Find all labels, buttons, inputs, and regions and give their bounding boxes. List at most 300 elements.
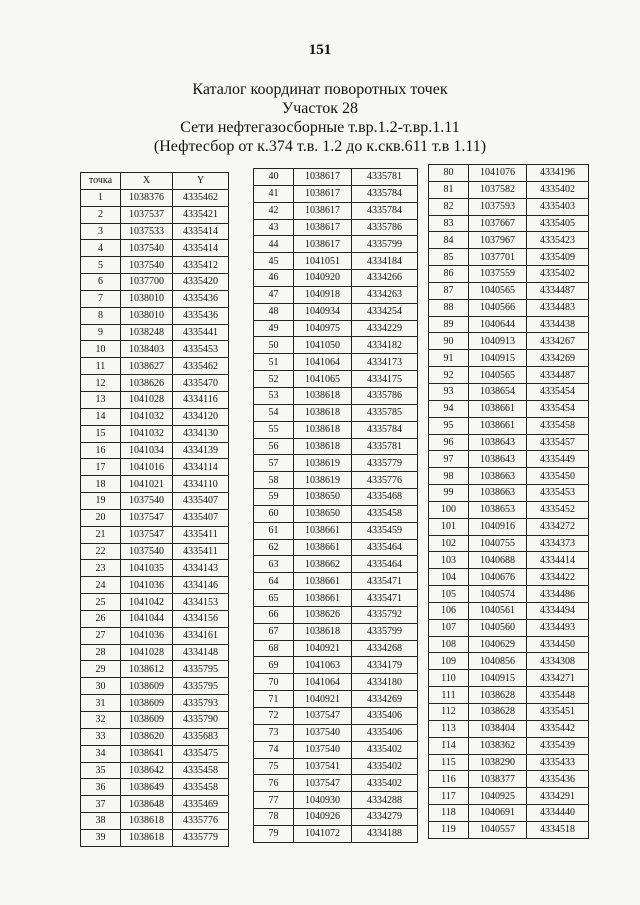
x-cell: 1038650	[294, 489, 352, 506]
point-cell: 119	[429, 821, 469, 838]
y-cell: 4335784	[352, 421, 418, 438]
y-cell: 4335683	[173, 728, 229, 745]
y-cell: 4334450	[527, 636, 589, 653]
y-cell: 4335449	[527, 451, 589, 468]
table-row	[254, 169, 418, 186]
point-cell: 15	[81, 425, 121, 442]
y-cell: 4335799	[352, 236, 418, 253]
x-cell: 1038619	[294, 455, 352, 472]
x-cell: 1037540	[294, 741, 352, 758]
x-cell: 1037540	[121, 543, 173, 560]
point-cell: 36	[81, 779, 121, 796]
point-cell: 107	[429, 619, 469, 636]
point-cell: 103	[429, 552, 469, 569]
y-cell: 4334440	[527, 805, 589, 822]
y-cell: 4334271	[527, 670, 589, 687]
y-cell: 4334153	[173, 594, 229, 611]
table-row	[81, 627, 229, 644]
table-row	[429, 670, 589, 687]
table-row	[254, 185, 418, 202]
y-cell: 4335402	[352, 741, 418, 758]
y-cell: 4334156	[173, 610, 229, 627]
y-cell: 4335411	[173, 526, 229, 543]
point-cell: 83	[429, 215, 469, 232]
x-cell: 1037547	[294, 708, 352, 725]
y-cell: 4334486	[527, 586, 589, 603]
x-cell: 1040920	[294, 270, 352, 287]
y-cell: 4335785	[352, 404, 418, 421]
x-cell: 1040691	[469, 805, 527, 822]
point-cell: 57	[254, 455, 294, 472]
x-cell: 1041032	[121, 425, 173, 442]
x-cell: 1040755	[469, 535, 527, 552]
table-row	[429, 737, 589, 754]
point-cell: 35	[81, 762, 121, 779]
y-cell: 4335784	[352, 202, 418, 219]
table-row	[254, 320, 418, 337]
point-cell: 55	[254, 421, 294, 438]
point-cell: 82	[429, 198, 469, 215]
table-row	[81, 290, 229, 307]
y-cell: 4335454	[527, 383, 589, 400]
y-cell: 4335458	[173, 779, 229, 796]
page-number: 151	[308, 42, 332, 58]
x-cell: 1040975	[294, 320, 352, 337]
y-cell: 4334179	[352, 657, 418, 674]
point-cell: 7	[81, 290, 121, 307]
table-row	[81, 813, 229, 830]
x-cell: 1038609	[121, 695, 173, 712]
table-row	[429, 367, 589, 384]
point-cell: 50	[254, 337, 294, 354]
point-cell: 110	[429, 670, 469, 687]
x-cell: 1038626	[121, 375, 173, 392]
point-cell: 118	[429, 805, 469, 822]
table-row	[81, 610, 229, 627]
y-cell: 4335464	[352, 556, 418, 573]
table-row	[254, 606, 418, 623]
table-row	[81, 728, 229, 745]
table-row	[254, 337, 418, 354]
point-cell: 69	[254, 657, 294, 674]
x-cell: 1040561	[469, 602, 527, 619]
table-row	[254, 674, 418, 691]
y-cell: 4334422	[527, 569, 589, 586]
y-cell: 4335450	[527, 468, 589, 485]
table-row	[429, 181, 589, 198]
y-cell: 4335412	[173, 257, 229, 274]
table-row	[254, 590, 418, 607]
y-cell: 4335786	[352, 219, 418, 236]
x-cell: 1040915	[469, 670, 527, 687]
table-row	[254, 522, 418, 539]
point-cell: 34	[81, 745, 121, 762]
point-cell: 95	[429, 417, 469, 434]
point-cell: 21	[81, 526, 121, 543]
y-cell: 4334308	[527, 653, 589, 670]
point-cell: 52	[254, 371, 294, 388]
x-cell: 1038620	[121, 728, 173, 745]
point-cell: 5	[81, 257, 121, 274]
table-row	[429, 501, 589, 518]
point-cell: 63	[254, 556, 294, 573]
point-cell: 104	[429, 569, 469, 586]
table-row	[254, 387, 418, 404]
y-cell: 4335423	[527, 232, 589, 249]
y-cell: 4334291	[527, 788, 589, 805]
y-cell: 4334184	[352, 253, 418, 270]
table-row	[429, 282, 589, 299]
x-cell: 1038662	[294, 556, 352, 573]
point-cell: 109	[429, 653, 469, 670]
y-cell: 4335776	[352, 472, 418, 489]
point-cell: 114	[429, 737, 469, 754]
point-cell: 106	[429, 602, 469, 619]
x-cell: 1040921	[294, 640, 352, 657]
x-cell: 1040629	[469, 636, 527, 653]
table-row	[429, 333, 589, 350]
table-row	[254, 421, 418, 438]
header-x: X	[121, 173, 173, 190]
x-cell: 1038617	[294, 169, 352, 186]
y-cell: 4335471	[352, 573, 418, 590]
x-cell: 1040925	[469, 788, 527, 805]
point-cell: 29	[81, 661, 121, 678]
table-row	[81, 779, 229, 796]
y-cell: 4334483	[527, 299, 589, 316]
point-cell: 73	[254, 724, 294, 741]
point-cell: 33	[81, 728, 121, 745]
y-cell: 4334493	[527, 619, 589, 636]
x-cell: 1038642	[121, 762, 173, 779]
y-cell: 4335436	[173, 290, 229, 307]
table-row	[81, 442, 229, 459]
table-row	[81, 307, 229, 324]
y-cell: 4334268	[352, 640, 418, 657]
x-cell: 1038661	[294, 522, 352, 539]
x-cell: 1041051	[294, 253, 352, 270]
y-cell: 4335462	[173, 189, 229, 206]
point-cell: 20	[81, 509, 121, 526]
y-cell: 4335462	[173, 358, 229, 375]
y-cell: 4334279	[352, 809, 418, 826]
x-cell: 1038641	[121, 745, 173, 762]
table-row	[429, 821, 589, 838]
x-cell: 1037582	[469, 181, 527, 198]
x-cell: 1040644	[469, 316, 527, 333]
table-row	[254, 623, 418, 640]
table-row	[254, 371, 418, 388]
table-row	[81, 189, 229, 206]
point-cell: 89	[429, 316, 469, 333]
x-cell: 1041076	[469, 165, 527, 182]
point-cell: 6	[81, 274, 121, 291]
table-row	[81, 695, 229, 712]
y-cell: 4334180	[352, 674, 418, 691]
table-row	[254, 303, 418, 320]
y-cell: 4334269	[527, 350, 589, 367]
point-cell: 4	[81, 240, 121, 257]
y-cell: 4334438	[527, 316, 589, 333]
table-row	[429, 215, 589, 232]
y-cell: 4335414	[173, 240, 229, 257]
point-cell: 86	[429, 266, 469, 283]
x-cell: 1038618	[294, 623, 352, 640]
point-cell: 46	[254, 270, 294, 287]
table-row	[254, 219, 418, 236]
y-cell: 4334114	[173, 459, 229, 476]
x-cell: 1040930	[294, 792, 352, 809]
y-cell: 4334266	[352, 270, 418, 287]
table-row	[429, 451, 589, 468]
y-cell: 4335464	[352, 539, 418, 556]
y-cell: 4335792	[352, 606, 418, 623]
point-cell: 30	[81, 678, 121, 695]
point-cell: 51	[254, 354, 294, 371]
table-row	[429, 249, 589, 266]
table-row	[254, 825, 418, 842]
table-row	[254, 758, 418, 775]
coordinates-table-2	[253, 168, 418, 843]
point-cell: 87	[429, 282, 469, 299]
title-line: (Нефтесбор от к.374 т.в. 1.2 до к.скв.611 т.в 1.11)	[153, 138, 487, 155]
x-cell: 1040913	[469, 333, 527, 350]
point-cell: 26	[81, 610, 121, 627]
point-cell: 102	[429, 535, 469, 552]
point-cell: 91	[429, 350, 469, 367]
y-cell: 4335784	[352, 185, 418, 202]
point-cell: 99	[429, 485, 469, 502]
table-row	[254, 556, 418, 573]
table-row	[429, 720, 589, 737]
table-row	[81, 476, 229, 493]
y-cell: 4335781	[352, 438, 418, 455]
point-cell: 40	[254, 169, 294, 186]
y-cell: 4335468	[352, 489, 418, 506]
x-cell: 1041036	[121, 577, 173, 594]
table-row	[429, 383, 589, 400]
table-row	[254, 270, 418, 287]
point-cell: 42	[254, 202, 294, 219]
x-cell: 1038010	[121, 307, 173, 324]
x-cell: 1038609	[121, 712, 173, 729]
y-cell: 4335453	[527, 485, 589, 502]
table-row	[81, 223, 229, 240]
x-cell: 1038617	[294, 219, 352, 236]
x-cell: 1041036	[121, 627, 173, 644]
table-row	[254, 236, 418, 253]
table-row	[254, 438, 418, 455]
x-cell: 1040566	[469, 299, 527, 316]
x-cell: 1038609	[121, 678, 173, 695]
x-cell: 1041035	[121, 560, 173, 577]
point-cell: 48	[254, 303, 294, 320]
x-cell: 1037967	[469, 232, 527, 249]
x-cell: 1038619	[294, 472, 352, 489]
table-row	[81, 745, 229, 762]
x-cell: 1038653	[469, 501, 527, 518]
point-cell: 37	[81, 796, 121, 813]
x-cell: 1040916	[469, 518, 527, 535]
point-cell: 92	[429, 367, 469, 384]
table-row	[429, 434, 589, 451]
x-cell: 1041065	[294, 371, 352, 388]
x-cell: 1040557	[469, 821, 527, 838]
x-cell: 1040934	[294, 303, 352, 320]
table-row	[429, 788, 589, 805]
point-cell: 31	[81, 695, 121, 712]
point-cell: 56	[254, 438, 294, 455]
y-cell: 4334110	[173, 476, 229, 493]
point-cell: 81	[429, 181, 469, 198]
point-cell: 12	[81, 375, 121, 392]
table-row	[429, 636, 589, 653]
x-cell: 1041072	[294, 825, 352, 842]
point-cell: 100	[429, 501, 469, 518]
y-cell: 4335458	[173, 762, 229, 779]
x-cell: 1037540	[121, 240, 173, 257]
x-cell: 1038376	[121, 189, 173, 206]
y-cell: 4334267	[527, 333, 589, 350]
y-cell: 4335779	[173, 829, 229, 846]
table-row	[254, 657, 418, 674]
y-cell: 4335457	[527, 434, 589, 451]
point-cell: 28	[81, 644, 121, 661]
table-row	[81, 712, 229, 729]
title-line: Каталог координат поворотных точек	[192, 81, 448, 98]
y-cell: 4335441	[173, 324, 229, 341]
point-cell: 64	[254, 573, 294, 590]
x-cell: 1038654	[469, 383, 527, 400]
table-row	[81, 358, 229, 375]
y-cell: 4334143	[173, 560, 229, 577]
y-cell: 4335786	[352, 387, 418, 404]
table-row	[81, 257, 229, 274]
x-cell: 1040560	[469, 619, 527, 636]
y-cell: 4335790	[173, 712, 229, 729]
y-cell: 4335469	[173, 796, 229, 813]
y-cell: 4335421	[173, 206, 229, 223]
y-cell: 4335411	[173, 543, 229, 560]
point-cell: 80	[429, 165, 469, 182]
table-row	[429, 586, 589, 603]
x-cell: 1038663	[469, 468, 527, 485]
x-cell: 1038648	[121, 796, 173, 813]
point-cell: 53	[254, 387, 294, 404]
y-cell: 4334288	[352, 792, 418, 809]
table-row	[81, 594, 229, 611]
x-cell: 1041028	[121, 391, 173, 408]
table-row	[81, 324, 229, 341]
x-cell: 1038612	[121, 661, 173, 678]
y-cell: 4335402	[352, 775, 418, 792]
x-cell: 1038627	[121, 358, 173, 375]
x-cell: 1038377	[469, 771, 527, 788]
y-cell: 4334196	[527, 165, 589, 182]
x-cell: 1041064	[294, 674, 352, 691]
point-cell: 16	[81, 442, 121, 459]
point-cell: 78	[254, 809, 294, 826]
coordinates-table-3	[428, 164, 589, 839]
x-cell: 1038661	[469, 400, 527, 417]
y-cell: 4334487	[527, 282, 589, 299]
x-cell: 1041063	[294, 657, 352, 674]
header-y: Y	[173, 173, 229, 190]
point-cell: 68	[254, 640, 294, 657]
y-cell: 4334272	[527, 518, 589, 535]
point-cell: 3	[81, 223, 121, 240]
document-title	[100, 80, 540, 156]
table-row	[81, 408, 229, 425]
point-cell: 62	[254, 539, 294, 556]
x-cell: 1038618	[294, 404, 352, 421]
point-cell: 58	[254, 472, 294, 489]
point-cell: 112	[429, 704, 469, 721]
table-row	[254, 202, 418, 219]
table-row	[81, 560, 229, 577]
x-cell: 1038403	[121, 341, 173, 358]
x-cell: 1038618	[294, 387, 352, 404]
x-cell: 1038248	[121, 324, 173, 341]
x-cell: 1037540	[121, 257, 173, 274]
x-cell: 1037533	[121, 223, 173, 240]
x-cell: 1040856	[469, 653, 527, 670]
y-cell: 4334229	[352, 320, 418, 337]
point-cell: 113	[429, 720, 469, 737]
point-cell: 43	[254, 219, 294, 236]
table-row	[429, 619, 589, 636]
x-cell: 1040565	[469, 367, 527, 384]
table-row	[429, 805, 589, 822]
x-cell: 1040921	[294, 691, 352, 708]
point-cell: 23	[81, 560, 121, 577]
table-row	[254, 708, 418, 725]
x-cell: 1038649	[121, 779, 173, 796]
x-cell: 1038663	[469, 485, 527, 502]
y-cell: 4335433	[527, 754, 589, 771]
point-cell: 60	[254, 505, 294, 522]
x-cell: 1037701	[469, 249, 527, 266]
point-cell: 44	[254, 236, 294, 253]
x-cell: 1040565	[469, 282, 527, 299]
y-cell: 4335458	[527, 417, 589, 434]
y-cell: 4334487	[527, 367, 589, 384]
table-row	[81, 391, 229, 408]
x-cell: 1040926	[294, 809, 352, 826]
y-cell: 4334188	[352, 825, 418, 842]
x-cell: 1041064	[294, 354, 352, 371]
x-cell: 1038626	[294, 606, 352, 623]
x-cell: 1037559	[469, 266, 527, 283]
table-row	[81, 762, 229, 779]
x-cell: 1038617	[294, 236, 352, 253]
point-cell: 24	[81, 577, 121, 594]
table-row	[429, 266, 589, 283]
point-cell: 9	[81, 324, 121, 341]
table-row	[81, 509, 229, 526]
point-cell: 70	[254, 674, 294, 691]
y-cell: 4334161	[173, 627, 229, 644]
table-row	[429, 417, 589, 434]
point-cell: 97	[429, 451, 469, 468]
table-row	[254, 691, 418, 708]
y-cell: 4335406	[352, 708, 418, 725]
table-row	[254, 455, 418, 472]
point-cell: 76	[254, 775, 294, 792]
table-row	[429, 468, 589, 485]
x-cell: 1041021	[121, 476, 173, 493]
x-cell: 1038618	[294, 438, 352, 455]
